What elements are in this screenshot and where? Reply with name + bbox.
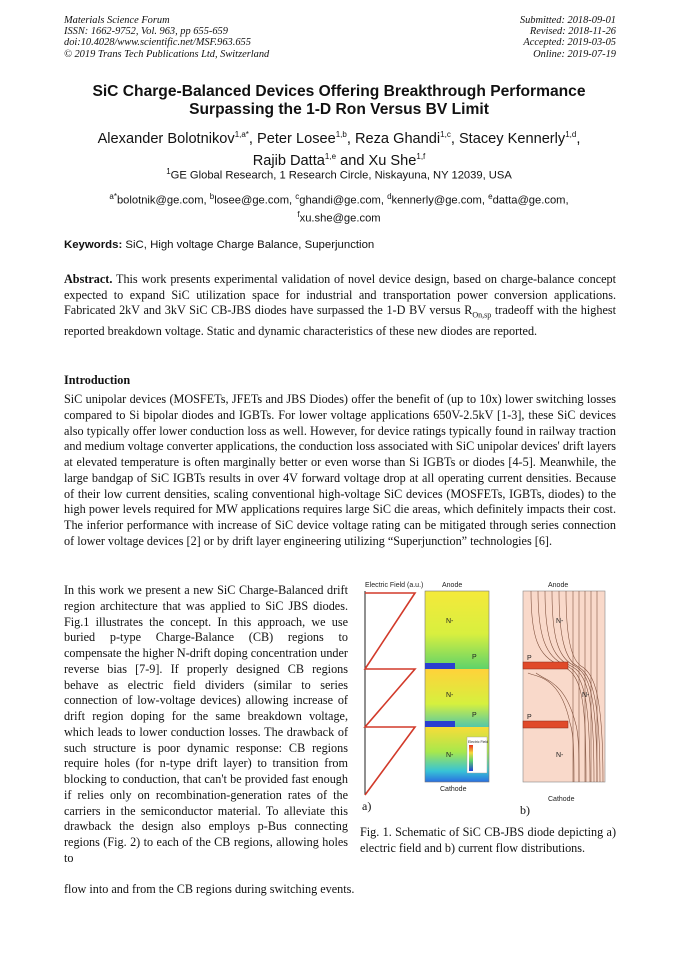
journal-line: ISSN: 1662-9752, Vol. 963, pp 655-659 (64, 26, 228, 38)
panel-label-a: a) (362, 799, 372, 813)
dates-info (520, 15, 616, 60)
date-line: Submitted: 2018-09-01 (519, 15, 616, 26)
abstract-text: tradeoff with the highest reported breakdown voltage. Static and dynamic characteristics of these new diodes are reported. (64, 303, 616, 338)
journal-line: Materials Science Forum (64, 15, 170, 26)
p-region-label: P (472, 654, 477, 661)
figure-caption: Fig. 1. Schematic of SiC CB-JBS diode depicting a) electric field and b) current flow distributions. (360, 825, 616, 855)
author-sup: 1,f (416, 152, 426, 162)
author-sup: 1,e (324, 152, 337, 162)
n-region-label: N- (556, 618, 564, 625)
author-name: Xu She (368, 153, 417, 170)
legend-title: Electric Field (468, 740, 489, 744)
email-link[interactable]: ghandi@ge.com (299, 194, 381, 207)
anode-label: Anode (548, 582, 569, 589)
author-name: Stacey Kennerly (458, 130, 566, 147)
n-region-label: N- (446, 752, 454, 759)
email-link[interactable]: bolotnik@ge.com (116, 194, 204, 207)
abstract-text: This work presents experimental validation of novel device design, based on charge-balance concept expected to expand SiC utilization space for industrial and transportation power conversion applications. Fabricated 2kV and 3kV SiC CB-JBS diodes have surpassed the 1-D BV versus R (64, 272, 616, 318)
author-sup: 1,c (440, 130, 451, 139)
cathode-label: Cathode (548, 796, 575, 803)
section-heading: Introduction (64, 373, 131, 387)
paper-title (40, 83, 638, 119)
date-line: Accepted: 2019-03-05 (523, 37, 616, 49)
journal-line: doi:10.4028/www.scientific.net/MSF.963.655 (64, 37, 251, 49)
p-region-label: P (472, 712, 477, 719)
author-name: Rajib Datta (252, 153, 325, 170)
figure-graphic (360, 577, 618, 809)
abstract-label: Abstract. (64, 272, 113, 286)
author-sup: 1,a* (234, 130, 249, 139)
affiliation-sup: 1 (166, 167, 171, 176)
n-region-label: N- (446, 618, 454, 625)
cb-region-2 (425, 721, 455, 727)
cb-region-2 (523, 721, 568, 728)
author-name: Alexander Bolotnikov (97, 130, 235, 147)
intro-paragraph-column: In this work we present a new SiC Charge-Balanced drift region architecture that was applied to SiC JBS diodes. Fig.1 illustrates the concept. In this approach, we use buried p-type Charge-Balance (CB) regions to compensate the higher N-drift doping concentration under reverse bias [7-9]. If properly designed CB regions behave as electric field dividers (similar to series connection of low-voltage devices) allowing increase of drift region doping for the same breakdown voltage, which leads to lower conduction losses. The drawback of such structure is poor dynamic response: CB regions require holes (for n-type drift layer) to transition from blocking to conduction, that can't be provided fast enough if relies only on recombination-generation rates of the carriers in the semiconductor material. To alleviate this drawback the design also employs p-Bus connecting regions (Fig. 2) to each of the CB regions, allowing holes to (64, 583, 348, 865)
cathode-label: Cathode (440, 786, 467, 793)
abstract (64, 272, 616, 339)
email-sup: e (488, 192, 493, 201)
n-region-label: N- (446, 692, 454, 699)
p-region-label: P (527, 655, 532, 662)
current-map (523, 591, 605, 782)
email-link[interactable]: kennerly@ge.com (391, 194, 482, 207)
keywords-text: SiC, High voltage Charge Balance, Superjunction (125, 239, 375, 251)
efield-axis-label: Electric Field (a.u.) (365, 582, 424, 589)
panel-label-b: b) (520, 803, 530, 817)
field-map-region-mid (425, 669, 489, 727)
p-region-label: P (527, 714, 532, 721)
email-link[interactable]: datta@ge.com (492, 194, 566, 207)
journal-line: © 2019 Trans Tech Publications Ltd, Switzerland (64, 48, 270, 60)
intro-last-line: flow into and from the CB regions during switching events. (64, 882, 355, 896)
email-list: $^{a*}$bolotnik@ge.com, $^b$losee@ge.com, $^c$ghandi@ge.com, $^d$kennerly@ge.com, $^e$datta@ge.com, $^f$xu.she@ge.com (109, 192, 569, 225)
author-name: Peter Losee (257, 130, 336, 147)
author-name: Reza Ghandi (354, 130, 441, 147)
author-sup: 1,b (335, 130, 347, 139)
cb-region-1 (523, 662, 568, 669)
email-sup: d (387, 192, 392, 201)
abstract-subscript: On,sp (472, 310, 492, 320)
email-link[interactable]: losee@ge.com (214, 194, 290, 207)
date-line: Online: 2019-07-19 (533, 48, 616, 60)
efield-profile-line (365, 593, 415, 795)
n-region-label: N- (582, 692, 590, 699)
author-sup: 1,d (565, 130, 577, 139)
email-sup: f (297, 210, 300, 220)
journal-info (64, 15, 269, 60)
affiliation-text: GE Global Research, 1 Research Circle, Niskayuna, NY 12039, USA (170, 169, 512, 182)
figure-1 (360, 577, 618, 817)
n-region-label: N- (556, 752, 564, 759)
affiliation (40, 167, 638, 182)
email-sup: a* (109, 192, 117, 201)
intro-paragraph: SiC unipolar devices (MOSFETs, JFETs and JBS Diodes) offer the benefit of (up to 10x) lower switching losses compared to Si bipolar diodes and IGBTs. For lower voltage applications 650V-2.5kV [1-3], these SiC devices also typically offer lower conduction loss as well. However, for device ratings typically found in railway traction and medium voltage converter applications, the conduction loss associated with SiC unipolar devices' drift layers at elevated temperature is often marginally better or even worse than Si IGBTs or diodes [4-5]. Meanwhile, the large bandgap of SiC IGBTs results in over 4V forward voltage drop at all operating current densities. Because of their low current densities, scaling conventional high-voltage SiC devices (MOSFETs, IGBTs, diodes) to the high power levels required for MW applications requires large SiC die areas, which definitely impacts their cost. The inferior performance with increase of SiC device voltage rating can be mitigated through series connection of lower voltage devices [2] or by drift layer engineering utilizing “Superjunction” technologies [6]. (64, 392, 616, 548)
keywords (64, 239, 616, 251)
field-map-region-top (425, 591, 489, 669)
legend-colorbar (469, 745, 473, 771)
email-sup: c (295, 192, 300, 201)
email-link[interactable]: xu.she@ge.com (299, 212, 381, 225)
keywords-label: Keywords: (64, 239, 123, 251)
anode-label: Anode (442, 582, 463, 589)
title-line: Surpassing the 1-D Ron Versus BV Limit (189, 101, 489, 118)
authors: Alexander Bolotnikov$^{1,a*}$, Peter Losee$^{1,b}$, Reza Ghandi$^{1,c}$, Stacey Kennerly$^{1,d}$, Rajib Datta$^{1,e}$ and Xu She$^{1,f}$ (97, 130, 581, 170)
email-sup: b (209, 192, 215, 201)
date-line: Revised: 2018-11-26 (529, 26, 616, 38)
cb-region-1 (425, 663, 455, 669)
title-line: SiC Charge-Balanced Devices Offering Breakthrough Performance (92, 83, 586, 100)
